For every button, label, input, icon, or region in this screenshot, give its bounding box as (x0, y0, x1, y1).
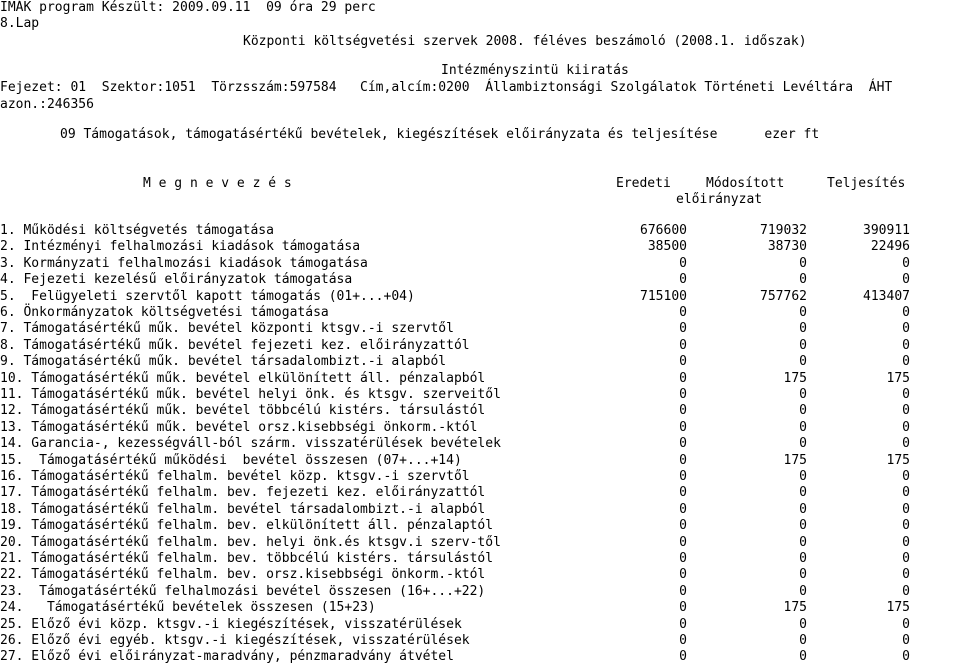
row-label: 7. Támogatásértékű műk. bevétel központi ktsgv.-i szervtől (0, 321, 454, 337)
row-label: 14. Garancia-, kezességváll-ból szárm. visszatérülések bevételek (0, 436, 501, 452)
row-label: 18. Támogatásértékű felhalm. bevétel társadalombizt.-i alapból (0, 501, 486, 517)
modified-value: 0 (799, 419, 807, 435)
original-value: 715100 (640, 288, 687, 304)
original-value: 0 (679, 501, 687, 517)
original-value: 0 (679, 255, 687, 271)
modified-value: 0 (799, 387, 807, 402)
modified-value: 0 (799, 567, 807, 583)
actual-value: 0 (902, 534, 910, 550)
table-row (0, 617, 960, 633)
table-row (0, 485, 960, 501)
row-label: 4. Fejezeti kezelésű előirányzatok támogatása (0, 272, 353, 288)
original-value: 0 (679, 337, 687, 353)
original-value: 0 (679, 600, 687, 616)
original-value: 0 (679, 485, 687, 501)
table-row (0, 502, 960, 518)
table-row (0, 223, 960, 239)
row-label: 24. Támogatásértékű bevételek összesen (15+23) (0, 600, 376, 616)
row-label: 27. Előző évi előirányzat-maradvány, pénzmaradvány átvétel (0, 649, 454, 665)
actual-value: 0 (902, 649, 910, 665)
row-label: 11. Támogatásértékű műk. bevétel helyi önk. és ktsgv. szerveitől (0, 387, 501, 402)
modified-value: 0 (799, 534, 807, 550)
table-row (0, 469, 960, 485)
row-label: 25. Előző évi közp. ktsgv.-i kiegészítések, visszatérülések (0, 616, 462, 632)
table-row (0, 420, 960, 436)
column-header-name: M e g n e v e z é s (143, 176, 292, 191)
actual-value: 0 (902, 567, 910, 583)
table-row (0, 354, 960, 370)
table-row (0, 272, 960, 288)
original-value: 0 (679, 518, 687, 534)
actual-value: 0 (902, 305, 910, 320)
row-label: 19. Támogatásértékű felhalm. bev. elkülönített áll. pénzalaptól (0, 518, 494, 534)
actual-value: 0 (902, 485, 910, 501)
row-label: 26. Előző évi egyéb. ktsgv.-i kiegészítések, visszatérülések (0, 633, 470, 648)
table-row (0, 387, 960, 403)
actual-value: 0 (902, 387, 910, 402)
modified-value: 0 (799, 403, 807, 419)
row-label: 15. Támogatásértékű működési bevétel összesen (07+...+14) (0, 452, 462, 468)
actual-value: 390911 (863, 223, 910, 238)
row-label: 12. Támogatásértékű műk. bevétel többcélú kistérs. társulástól (0, 403, 486, 419)
row-label: 16. Támogatásértékű felhalm. bevétel közp. ktsgv.-i szervtől (0, 469, 470, 484)
modified-value: 0 (799, 583, 807, 599)
actual-value: 0 (902, 337, 910, 353)
modified-value: 38730 (767, 239, 807, 255)
actual-value: 175 (886, 452, 910, 468)
column-header-modified-2: előirányzat (676, 192, 763, 207)
table-row (0, 239, 960, 255)
actual-value: 413407 (863, 288, 910, 304)
original-value: 0 (679, 419, 687, 435)
row-label: 10. Támogatásértékű műk. bevétel elkülönített áll. pénzalapból (0, 370, 486, 386)
original-value: 0 (679, 649, 687, 665)
actual-value: 0 (902, 419, 910, 435)
modified-value: 0 (799, 272, 807, 288)
modified-value: 175 (783, 600, 807, 616)
table-row (0, 567, 960, 583)
actual-value: 22496 (870, 239, 910, 255)
actual-value: 0 (902, 469, 910, 484)
table-row (0, 518, 960, 534)
row-label: 5. Felügyeleti szervtől kapott támogatás (01+...+04) (0, 288, 415, 304)
actual-value: 0 (902, 583, 910, 599)
original-value: 0 (679, 370, 687, 386)
modified-value: 0 (799, 305, 807, 320)
actual-value: 0 (902, 436, 910, 452)
modified-value: 0 (799, 501, 807, 517)
actual-value: 175 (886, 370, 910, 386)
modified-value: 757762 (760, 288, 807, 304)
row-label: 1. Működési költségvetés támogatása (0, 223, 274, 238)
original-value: 0 (679, 567, 687, 583)
actual-value: 0 (902, 354, 910, 370)
row-label: 22. Támogatásértékű felhalm. bev. orsz.kisebbségi önkorm.-któl (0, 567, 486, 583)
column-header-modified: Módosított (706, 176, 785, 191)
original-value: 0 (679, 436, 687, 452)
modified-value: 0 (799, 551, 807, 566)
report-title: Központi költségvetési szervek 2008. féléves beszámoló (2008.1. időszak) (243, 34, 807, 49)
row-label: 17. Támogatásértékű felhalm. bev. fejezeti kez. előirányzattól (0, 485, 486, 501)
row-label: 9. Támogatásértékű műk. bevétel társadalombizt.-i alapból (0, 354, 447, 370)
modified-value: 0 (799, 485, 807, 501)
row-label: 21. Támogatásértékű felhalm. bev. többcélú kistérs. társulástól (0, 551, 494, 566)
actual-value: 0 (902, 633, 910, 648)
original-value: 0 (679, 583, 687, 599)
original-value: 0 (679, 452, 687, 468)
original-value: 0 (679, 354, 687, 370)
table-row (0, 584, 960, 600)
row-label: 2. Intézményi felhalmozási kiadások támogatása (0, 239, 361, 255)
actual-value: 0 (902, 501, 910, 517)
table-row (0, 321, 960, 337)
row-label: 3. Kormányzati felhalmozási kiadások támogatása (0, 255, 368, 271)
actual-value: 0 (902, 518, 910, 534)
original-value: 38500 (647, 239, 687, 255)
table-row (0, 453, 960, 469)
actual-value: 0 (902, 616, 910, 632)
row-label: 20. Támogatásértékű felhalm. bev. helyi önk.és ktsgv.i szerv-től (0, 534, 501, 550)
table-row (0, 600, 960, 616)
table-row (0, 256, 960, 272)
table-row (0, 535, 960, 551)
modified-value: 0 (799, 436, 807, 452)
actual-value: 0 (902, 255, 910, 271)
table-row (0, 633, 960, 649)
actual-value: 0 (902, 551, 910, 566)
original-value: 676600 (640, 223, 687, 238)
column-header-original: Eredeti (616, 176, 671, 191)
original-value: 0 (679, 403, 687, 419)
modified-value: 0 (799, 354, 807, 370)
actual-value: 175 (886, 600, 910, 616)
row-label: 23. Támogatásértékű felhalmozási bevétel összesen (16+...+22) (0, 583, 486, 599)
original-value: 0 (679, 272, 687, 288)
section-title: 09 Támogatások, támogatásértékű bevételek, kiegészítések előirányzata és teljesítése ezer ft (60, 127, 820, 142)
modified-value: 719032 (760, 223, 807, 238)
original-value: 0 (679, 321, 687, 337)
original-value: 0 (679, 387, 687, 402)
page-number: 8.Lap (0, 16, 40, 31)
original-value: 0 (679, 469, 687, 484)
modified-value: 0 (799, 616, 807, 632)
table-row (0, 551, 960, 567)
modified-value: 0 (799, 633, 807, 648)
modified-value: 175 (783, 370, 807, 386)
original-value: 0 (679, 551, 687, 566)
table-row (0, 371, 960, 387)
report-info-line: İMÁK program Készült: 2009.09.11 09 óra 29 perc (0, 0, 376, 15)
modified-value: 0 (799, 255, 807, 271)
modified-value: 0 (799, 469, 807, 484)
table-row (0, 649, 960, 665)
modified-value: 175 (783, 452, 807, 468)
row-label: 8. Támogatásértékű műk. bevétel fejezeti kez. előirányzattól (0, 337, 470, 353)
institution-id: azon.:246356 (0, 97, 94, 112)
modified-value: 0 (799, 649, 807, 665)
actual-value: 0 (902, 403, 910, 419)
table-row (0, 403, 960, 419)
modified-value: 0 (799, 337, 807, 353)
report-subtitle: Intézményszintü kiiratás (441, 63, 629, 78)
row-label: 13. Támogatásértékű műk. bevétel orsz.kisebbségi önkorm.-któl (0, 419, 478, 435)
institution-info: Fejezet: 01 Szektor:1051 Törzsszám:597584 Cím,alcím:0200 Állambiztonsági Szolgálatok Történeti Levéltára ÁHT (0, 80, 893, 95)
original-value: 0 (679, 534, 687, 550)
column-header-actual: Teljesítés (827, 176, 906, 191)
table-row (0, 436, 960, 452)
modified-value: 0 (799, 518, 807, 534)
original-value: 0 (679, 633, 687, 648)
row-label: 6. Önkormányzatok költségvetési támogatása (0, 305, 329, 320)
table-row (0, 305, 960, 321)
table-row (0, 338, 960, 354)
modified-value: 0 (799, 321, 807, 337)
actual-value: 0 (902, 272, 910, 288)
original-value: 0 (679, 305, 687, 320)
actual-value: 0 (902, 321, 910, 337)
original-value: 0 (679, 616, 687, 632)
table-row (0, 289, 960, 305)
